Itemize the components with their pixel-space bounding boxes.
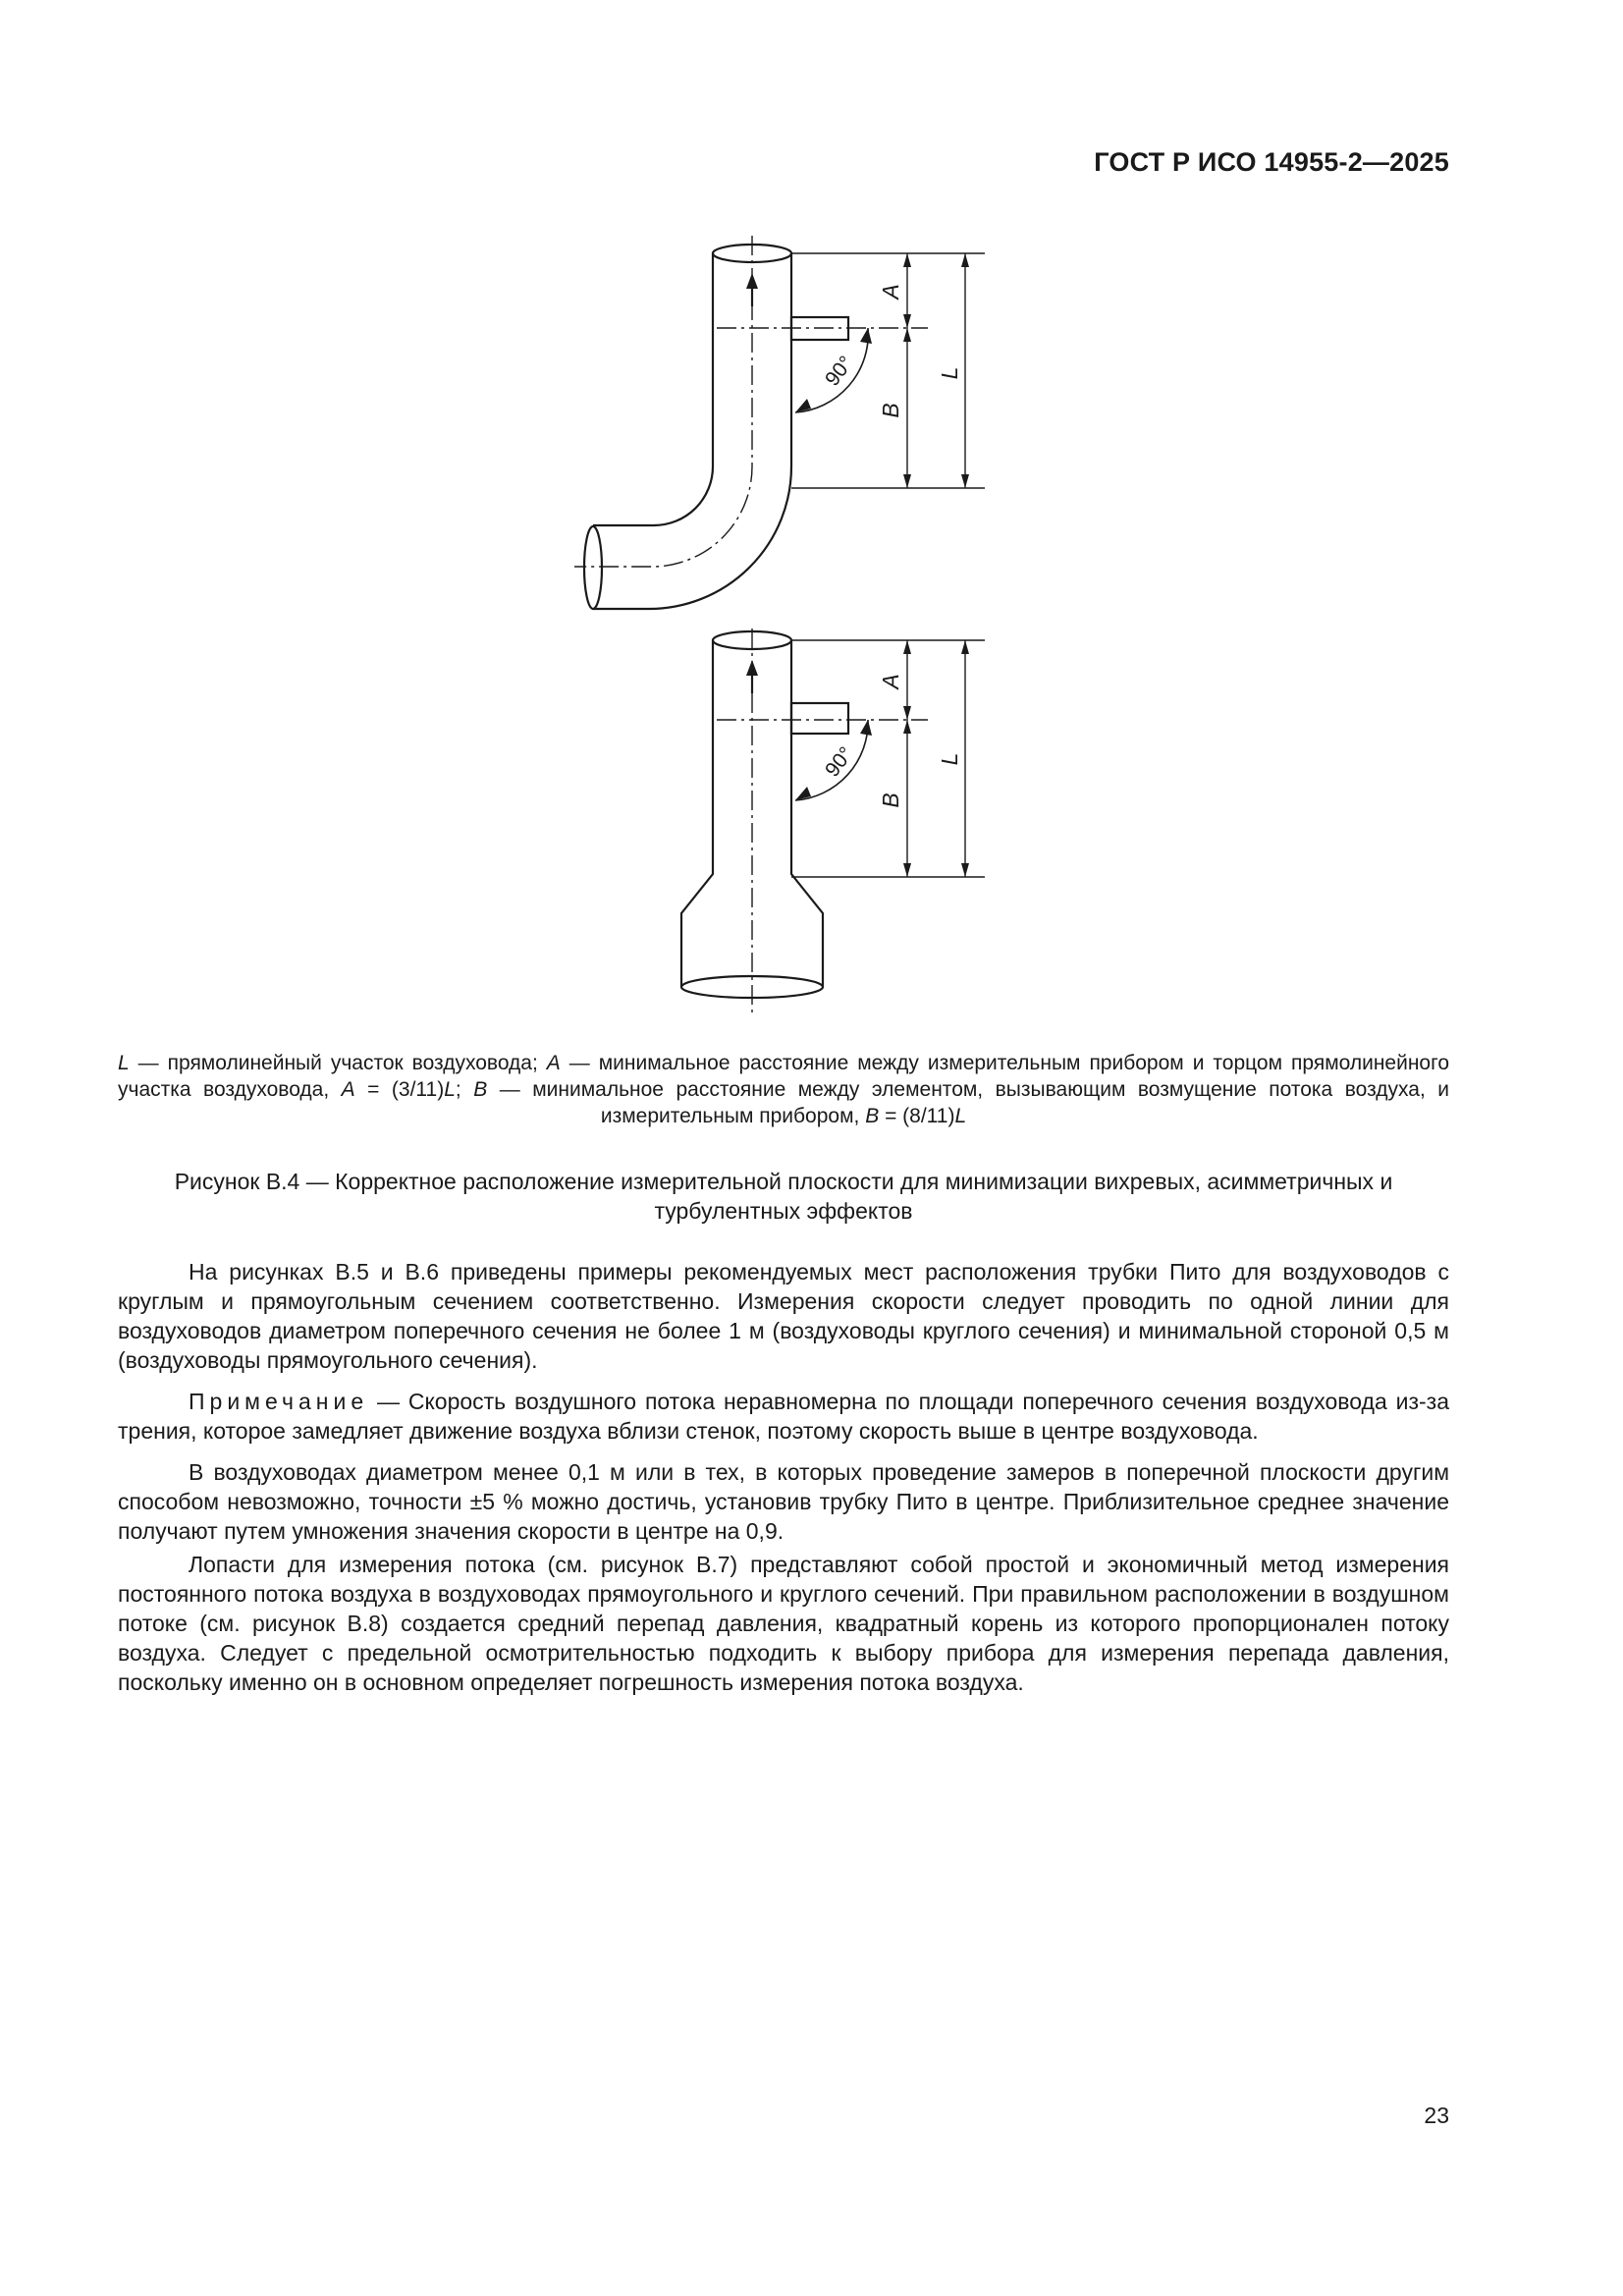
- document-number: ГОСТ Р ИСО 14955-2—2025: [1094, 147, 1449, 177]
- paragraph-2: В воздуховодах диаметром менее 0,1 м или в тех, в которых проведение замеров в поперечной плоскости другим способом невозможно, точности ±5 % можно достичь, установив трубку Пито в центре. Приблизительное среднее значение получают путем умножения значения скорости в центре на 0,9.: [118, 1459, 1449, 1544]
- upper-label-b: B: [878, 403, 903, 418]
- duct-diagram: [0, 0, 1623, 1041]
- lower-angle-label: 90°: [821, 742, 858, 782]
- lower-label-l: L: [937, 752, 962, 766]
- paragraph-1: На рисунках В.5 и В.6 приведены примеры рекомендуемых мест расположения трубки Пито для воздуховодов с круглым и прямоугольным сечением соответственно. Измерения скорости следует проводить по одной линии для воздуховодов диаметром поперечного сечения не более 1 м (воздуховоды круглого сечения) и минимальной стороной 0,5 м (воздуховоды прямоугольного сечения).: [118, 1259, 1449, 1373]
- legend-separator: ;: [455, 1078, 474, 1101]
- page-number: 23: [1424, 2103, 1449, 2128]
- legend-symbol-a: A: [546, 1052, 561, 1074]
- figure-caption: Рисунок В.4 — Корректное расположение измерительной плоскости для минимизации вихревых, асимметричных и турбулентных эффектов: [174, 1169, 1393, 1224]
- upper-duct: [574, 236, 985, 609]
- lower-label-a: A: [878, 674, 903, 689]
- legend-symbol-b: B: [473, 1078, 488, 1101]
- legend-eq-a-symbol: A: [341, 1078, 355, 1101]
- legend-eq-b-l: L: [954, 1105, 967, 1127]
- upper-flow-arrow-icon: [746, 273, 758, 289]
- note-label: Примечание: [189, 1389, 369, 1414]
- body-text: [118, 1257, 1449, 1709]
- legend-eq-b-symbol: B: [865, 1105, 880, 1127]
- legend-symbol-l: L: [118, 1052, 130, 1074]
- upper-angle-label: 90°: [821, 352, 858, 391]
- arrowheads: [746, 253, 969, 877]
- lower-duct: [681, 629, 985, 1013]
- lower-flow-arrow-icon: [746, 660, 758, 676]
- figure-legend: [118, 1050, 1449, 1129]
- figure-b4: [0, 0, 1623, 1041]
- legend-eq-a-l: L: [444, 1078, 456, 1101]
- legend-eq-b: = (8/11): [879, 1105, 955, 1127]
- legend-text-b: — минимальное расстояние между элементом, вызывающим возмущение потока воздуха, и измерительным прибором,: [487, 1078, 1449, 1127]
- lower-label-b: B: [878, 793, 903, 808]
- note-text: — Скорость воздушного потока неравномерна по площади поперечного сечения воздуховода из-за трения, которое замедляет движение воздуха вблизи стенок, поэтому скорость выше в центре воздуховода.: [118, 1389, 1449, 1444]
- legend-text-l: — прямолинейный участок воздуховода;: [129, 1052, 547, 1074]
- upper-label-l: L: [937, 366, 962, 380]
- upper-label-a: A: [878, 284, 903, 300]
- legend-text-a: — минимальное расстояние между измерительным прибором и торцом прямолинейного участка воздуховода,: [118, 1052, 1449, 1101]
- note-paragraph: [118, 1387, 1449, 1446]
- paragraph-3: Лопасти для измерения потока (см. рисунок В.7) представляют собой простой и экономичный метод измерения постоянного потока воздуха в воздуховодах прямоугольного и круглого сечений. При правильном расположении в воздушном потоке (см. рисунок В.8) создается средний перепад давления, квадратный корень из которого пропорционален потоку воздуха. Следует с предельной осмотрительностью подходить к выбору прибора для измерения перепада давления, поскольку именно он в основном определяет погрешность измерения потока воздуха.: [118, 1552, 1449, 1695]
- legend-eq-a: = (3/11): [354, 1078, 445, 1101]
